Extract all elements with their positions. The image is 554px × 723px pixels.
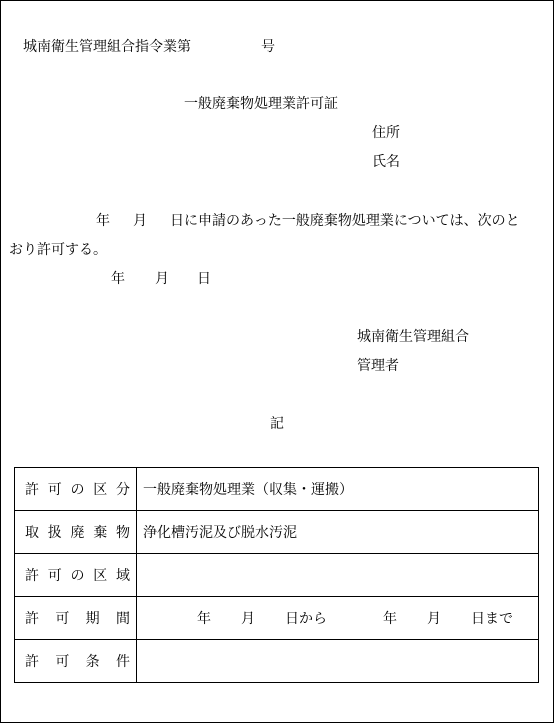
document-title: 一般廃棄物処理業許可証 [184,96,338,112]
period-to-month: 月 [427,611,441,627]
body-month: 月 [133,213,147,229]
table-row [15,640,539,683]
table-row [15,468,539,511]
permit-area-value [137,554,539,597]
permit-area-label: 許可の区域 [15,554,137,597]
issue-date [111,270,211,288]
issue-month: 月 [155,271,169,287]
address-label: 住所 [372,125,400,141]
period-from-day: 日から [285,611,327,627]
issuer-organization: 城南衛生管理組合 [357,329,469,345]
period-from-month: 月 [241,611,255,627]
permit-number-prefix: 城南衛生管理組合指令業第 [23,39,191,55]
permit-category-label: 許可の区分 [15,468,137,511]
waste-type-value: 浄化槽汚泥及び脱水汚泥 [137,511,539,554]
name-label: 氏名 [372,154,400,170]
ki-heading: 記 [270,416,284,432]
period-to-year: 年 [383,611,397,627]
permit-number-line [23,38,275,56]
table-row [15,554,539,597]
body-line-1 [96,212,520,230]
permit-details-table [14,467,539,683]
permit-number-suffix: 号 [261,39,275,55]
issue-day: 日 [197,271,211,287]
waste-type-label: 取扱廃棄物 [15,511,137,554]
permit-conditions-label: 許可条件 [15,640,137,683]
issue-year: 年 [111,271,125,287]
period-to-day: 日まで [471,611,513,627]
period-from-year: 年 [197,611,211,627]
permit-conditions-value [137,640,539,683]
body-line-2: おり許可する。 [9,242,107,258]
issuer-title: 管理者 [357,358,399,374]
table-row [15,511,539,554]
permit-category-value: 一般廃棄物処理業（収集・運搬） [137,468,539,511]
permit-period-label: 許可期間 [15,597,137,640]
body-year: 年 [96,213,110,229]
body-text: 日に申請のあった一般廃棄物処理業については、次のと [170,213,520,229]
permit-period-value [137,597,539,640]
table-row [15,597,539,640]
